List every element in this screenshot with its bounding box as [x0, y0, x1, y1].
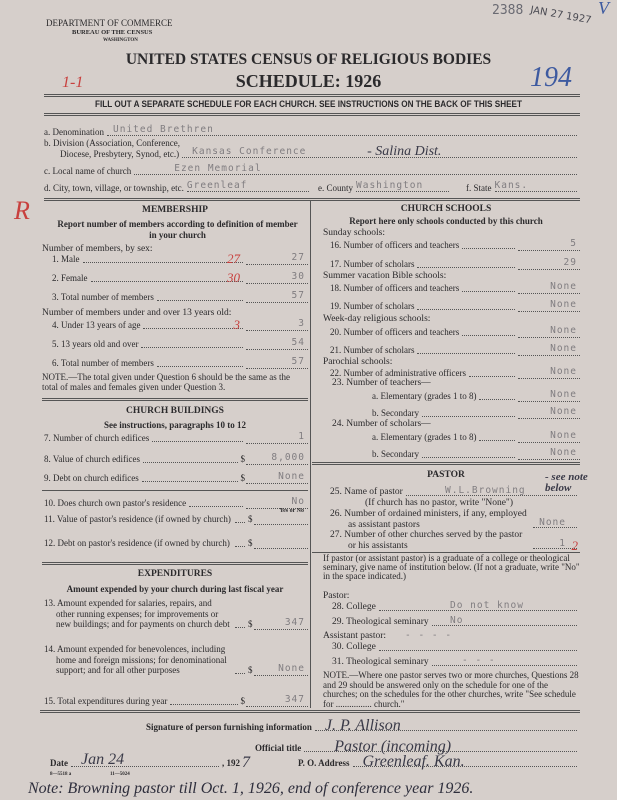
dotted-leader	[152, 441, 243, 442]
other-churches-label: 27. Number of other churches served by the pastor or his assistants	[330, 530, 523, 551]
q23-label: 23. Number of teachers—	[332, 378, 431, 388]
city-value: Greenleaf	[186, 180, 248, 191]
dotted-leader	[417, 267, 515, 268]
parochial-admin-officers-value: None	[518, 367, 580, 379]
schools-subtitle: Report here only schools conducted by this church	[349, 216, 543, 226]
handwritten-note: Note: Browning pastor till Oct. 1, 1926, end of conference year 1926.	[28, 780, 474, 797]
other-churches-field[interactable]	[330, 530, 580, 551]
weekday-scholars-value: None	[518, 344, 580, 356]
assistant-seminary-label: 31. Theological seminary	[332, 657, 429, 667]
divider	[312, 462, 580, 465]
weekday-officers-teachers-label: 20. Number of officers and teachers	[330, 327, 460, 337]
assistant-college-field[interactable]	[332, 642, 580, 653]
dotted-leader	[479, 399, 515, 400]
dotted-leader	[462, 291, 515, 292]
division-value: Kansas Conference	[192, 146, 307, 157]
church-edifices-debt-label: 9. Debt on church edifices	[44, 473, 139, 483]
denomination-field[interactable]: a. Denomination United Brethren	[44, 127, 580, 138]
expenditures-heading: EXPENDITURES	[137, 569, 213, 579]
summer-scholars-field[interactable]	[330, 300, 580, 312]
total-members-q6-label: 6. Total number of members	[52, 358, 154, 368]
check-mark: V	[598, 0, 609, 18]
dollar-sign: $	[240, 473, 245, 483]
total-members-q3-field[interactable]	[52, 291, 308, 303]
parochial-admin-officers-field[interactable]	[330, 367, 580, 379]
dotted-leader	[189, 506, 243, 507]
year-value: 7	[242, 754, 250, 771]
by-sex-label: Number of members, by sex:	[42, 244, 153, 254]
assistant-seminary-field[interactable]	[332, 657, 580, 668]
male-members-label: 1. Male	[52, 254, 80, 264]
pastor-residence-value-label: 11. Value of pastor's residence (if owned by church)	[44, 514, 231, 524]
date-value: Jan 24	[81, 751, 125, 768]
parochial-scholars-elementary-field[interactable]	[372, 431, 580, 443]
pastor-residence-debt-value	[254, 548, 309, 549]
dotted-leader	[462, 335, 515, 336]
pastor-residence-debt-field[interactable]	[44, 538, 308, 549]
annotation-194: 194	[530, 62, 572, 93]
date-field[interactable]: Date Jan 24 , 192 7	[50, 751, 250, 771]
schedule-title: SCHEDULE: 1926	[235, 71, 382, 91]
total-members-q3-label: 3. Total number of members	[52, 292, 154, 302]
membership-note: NOTE.—The total given under Question 6 should be the same as the total of males and females given under Question 3.	[42, 372, 290, 392]
sunday-scholars-label: 17. Number of scholars	[330, 259, 415, 269]
female-members-value: 30	[246, 272, 308, 284]
assistant-college-label: 30. College	[332, 642, 376, 652]
summer-scholars-label: 19. Number of scholars	[330, 301, 415, 311]
weekday-schools-label: Week-day religious schools:	[323, 314, 431, 324]
annotation-1-1: 1-1	[62, 74, 84, 91]
summer-officers-teachers-label: 18. Number of officers and teachers	[330, 283, 460, 293]
total-members-q6-value: 57	[246, 357, 308, 369]
dollar-sign: $	[248, 665, 253, 675]
county-field[interactable]: e. County Washington	[318, 183, 452, 194]
pastor-college-field[interactable]	[332, 602, 580, 613]
pastor-name-label: 25. Name of pastor	[330, 487, 403, 497]
annotation-r: R	[14, 196, 30, 225]
graduate-instructions: If pastor (or assistant pastor) is a graduate of a college or theological seminary, give name of institution below. (If not a graduate, write "No" in the space indicated.)	[323, 553, 580, 581]
signature-field[interactable]: Signature of person furnishing information J. P. Allison	[146, 722, 580, 733]
schools-heading: CHURCH SCHOOLS	[400, 204, 492, 214]
department-label: DEPARTMENT OF COMMERCE	[46, 18, 173, 28]
parochial-schools-label: Parochial schools:	[323, 357, 393, 367]
form-title: UNITED STATES CENSUS OF RELIGIOUS BODIES	[125, 51, 492, 68]
church-edifices-count-field[interactable]	[44, 432, 308, 444]
parochial-scholars-elementary-value: None	[518, 431, 580, 443]
pastor-seminary-value: No	[450, 615, 464, 626]
male-members-handwritten: 27	[227, 251, 240, 266]
total-members-q6-field[interactable]	[52, 357, 308, 369]
q24-label: 24. Number of scholars—	[332, 419, 431, 429]
male-members-field[interactable]	[52, 253, 308, 265]
membership-subtitle: Report number of members according to definition of member in your church	[57, 219, 298, 240]
total-members-q3-value: 57	[246, 291, 308, 303]
dotted-leader	[417, 353, 515, 354]
dotted-leader	[142, 481, 238, 482]
denomination-value: United Brethren	[113, 124, 214, 135]
divider	[42, 562, 308, 565]
running-expenses-field[interactable]	[44, 598, 308, 630]
city-label: WASHINGTON	[103, 38, 138, 43]
po-address-value: Greenleaf. Kan.	[362, 753, 465, 770]
pastor-residence-value-field[interactable]	[44, 514, 308, 525]
county-value: Washington	[356, 180, 424, 191]
dotted-leader	[157, 366, 243, 367]
benevolence-expenses-label: 14. Amount expended for benevolences, including home and foreign missions; for denominational support; and for all other purposes	[44, 644, 227, 675]
sunday-officers-teachers-label: 16. Number of officers and teachers	[330, 240, 460, 250]
pastor-heading: PASTOR	[427, 470, 465, 480]
parochial-teachers-secondary-label: b. Secondary	[372, 408, 419, 418]
church-edifices-debt-value: None	[246, 472, 308, 484]
parochial-scholars-secondary-field[interactable]	[372, 448, 580, 460]
dotted-leader	[157, 300, 243, 301]
division-label: b. Division (Association, Conference,	[44, 138, 180, 148]
dotted-leader	[235, 522, 245, 523]
dotted-leader	[479, 440, 515, 441]
male-members-value: 27	[246, 253, 308, 265]
official-title-value: Pastor (incoming)	[334, 738, 452, 755]
print-number: 11—5024	[110, 772, 130, 777]
other-churches-value: 1	[559, 537, 566, 549]
under-13-members-field[interactable]	[52, 319, 308, 331]
female-members-handwritten: 30	[227, 270, 240, 285]
total-expenditures-label: 15. Total expenditures during year	[44, 696, 168, 706]
divider	[42, 490, 308, 491]
dotted-leader	[422, 416, 515, 417]
state-value: Kans.	[494, 180, 529, 191]
assistant-pastor-label: Assistant pastor:	[323, 631, 387, 641]
parochial-scholars-elementary-label: a. Elementary (grades 1 to 8)	[372, 432, 477, 442]
summer-scholars-value: None	[518, 300, 580, 312]
benevolence-expenses-field[interactable]	[44, 644, 308, 676]
female-members-field[interactable]	[52, 272, 308, 284]
membership-heading: MEMBERSHIP	[142, 205, 208, 215]
q25-hint: (If church has no pastor, write "None")	[365, 498, 513, 508]
dotted-leader	[417, 309, 515, 310]
running-expenses-label: 13. Amount expended for salaries, repairs, and other running expenses; for improvements or new buildings; and for payments on church debt	[44, 598, 230, 629]
divider	[44, 198, 580, 201]
pastor-college-label: 28. College	[332, 602, 376, 612]
pastor-name-field[interactable]	[330, 487, 580, 498]
dotted-leader	[91, 281, 244, 282]
benevolence-expenses-value: None	[254, 664, 309, 676]
state-field[interactable]: f. State Kans.	[466, 183, 580, 194]
divider	[42, 398, 308, 401]
divider	[44, 94, 580, 97]
buildings-subtitle: See instructions, paragraphs 10 to 12	[103, 420, 246, 430]
parochial-teachers-secondary-value: None	[518, 407, 580, 419]
sunday-officers-teachers-field[interactable]	[330, 239, 580, 251]
church-name-field[interactable]: c. Local name of church Ezen Memorial	[44, 166, 580, 177]
owns-pastor-residence-value: No	[246, 497, 308, 509]
parochial-teachers-secondary-field[interactable]	[372, 407, 580, 419]
assistant-pastor-value: - - - -	[405, 630, 453, 641]
over-13-members-field[interactable]	[52, 338, 308, 350]
assistant-pastors-value: None	[539, 516, 566, 528]
church-edifices-count-label: 7. Number of church edifices	[44, 433, 150, 443]
dotted-leader	[141, 347, 243, 348]
weekday-officers-teachers-field[interactable]	[330, 326, 580, 338]
dotted-leader	[379, 650, 577, 651]
bureau-label: BUREAU OF THE CENSUS	[72, 29, 153, 36]
dollar-sign: $	[248, 538, 253, 548]
division-field[interactable]: Diocese, Presbytery, Synod, etc.) Kansas Conference - Salina Dist.	[60, 149, 580, 160]
dotted-leader	[83, 262, 244, 263]
under-13-members-handwritten: 3	[233, 317, 240, 332]
summer-officers-teachers-field[interactable]	[330, 282, 580, 294]
assistant-pastors-field[interactable]	[330, 509, 580, 530]
church-edifices-debt-field[interactable]	[44, 472, 308, 484]
owns-pastor-residence-field[interactable]	[44, 496, 308, 514]
female-members-label: 2. Female	[52, 273, 88, 283]
dotted-leader	[143, 328, 243, 329]
running-expenses-value: 347	[254, 618, 309, 630]
dotted-leader	[533, 548, 577, 549]
owns-pastor-residence-label: 10. Does church own pastor's residence	[44, 498, 187, 508]
dollar-sign: $	[248, 619, 253, 629]
buildings-heading: CHURCH BUILDINGS	[126, 406, 224, 416]
parochial-teachers-elementary-label: a. Elementary (grades 1 to 8)	[372, 391, 477, 401]
pastor-name-value: W.L.Browning	[445, 485, 526, 496]
sunday-schools-label: Sunday schools:	[323, 228, 386, 238]
dollar-sign: $	[248, 514, 253, 524]
dotted-leader	[432, 665, 577, 666]
weekday-officers-teachers-value: None	[518, 326, 580, 338]
pastor-sub-label: Pastor:	[323, 591, 350, 601]
dotted-leader	[422, 457, 515, 458]
division-handwritten: - Salina Dist.	[367, 144, 442, 159]
church-edifices-count-value: 1	[246, 432, 308, 444]
parochial-scholars-secondary-value: None	[518, 448, 580, 460]
divider	[40, 710, 580, 713]
column-divider	[310, 200, 311, 708]
pastor-seminary-field[interactable]	[332, 617, 580, 628]
signature-value: J. P. Allison	[324, 717, 401, 734]
parochial-admin-officers-label: 22. Number of administrative officers	[330, 368, 467, 378]
instruction-banner: FILL OUT A SEPARATE SCHEDULE FOR EACH CHURCH. SEE INSTRUCTIONS ON THE BACK OF THIS SHEET	[95, 99, 522, 110]
under-13-members-label: 4. Under 13 years of age	[52, 320, 141, 330]
dollar-sign: $	[240, 696, 245, 706]
divider	[44, 113, 580, 116]
summer-schools-label: Summer vacation Bible schools:	[323, 271, 447, 281]
parochial-teachers-elementary-field[interactable]	[372, 390, 580, 402]
dotted-leader	[469, 376, 515, 377]
weekday-scholars-label: 21. Number of scholars	[330, 345, 415, 355]
church-edifices-value-value: 8,000	[246, 453, 308, 465]
church-edifices-value-label: 8. Value of church edifices	[44, 454, 141, 464]
dotted-leader	[235, 673, 245, 674]
sunday-officers-teachers-value: 5	[518, 239, 580, 251]
pastor-residence-debt-label: 12. Debt on pastor's residence (if owned by church)	[44, 538, 230, 548]
dotted-leader	[143, 462, 237, 463]
official-title-field[interactable]: Official title Pastor (incoming)	[255, 743, 580, 754]
pastor-college-value: Do not know	[450, 600, 524, 611]
dotted-leader	[170, 704, 237, 705]
dotted-leader	[235, 627, 245, 628]
dollar-sign: $	[240, 454, 245, 464]
parochial-scholars-secondary-label: b. Secondary	[372, 449, 419, 459]
stamp-number: 2388	[492, 3, 524, 18]
q25-handwritten-note: - see note below	[545, 471, 588, 494]
church-edifices-value-field[interactable]	[44, 453, 308, 465]
total-expenditures-value: 347	[246, 695, 308, 707]
form-number: 8—5518 a	[50, 772, 72, 777]
assistant-pastors-label: 26. Number of ordained ministers, if any, employed as assistant pastors	[330, 509, 527, 530]
summer-officers-teachers-value: None	[518, 282, 580, 294]
pastor-seminary-label: 29. Theological seminary	[332, 617, 429, 627]
church-name-value: Ezen Memorial	[174, 163, 262, 174]
total-expenditures-field[interactable]	[44, 695, 308, 707]
parochial-teachers-elementary-value: None	[518, 390, 580, 402]
pastor-residence-value-value	[254, 524, 309, 525]
received-date-stamp: JAN 27 1927	[529, 4, 593, 27]
pastor-note: NOTE.—Where one pastor serves two or more churches, Questions 28 and 29 should be answered only on the schedule for one of the churches; on the schedules for the other churches, write "See schedule for ................ church."	[323, 670, 579, 709]
po-address-field[interactable]: P. O. Address Greenleaf. Kan.	[298, 758, 580, 769]
sunday-scholars-value: 29	[518, 258, 580, 270]
city-field[interactable]: d. City, town, village, or township, etc. Greenleaf	[44, 183, 309, 194]
by-age-label: Number of members under and over 13 years old:	[42, 308, 232, 318]
over-13-members-label: 5. 13 years old and over	[52, 339, 139, 349]
other-churches-handwritten: 2	[571, 537, 578, 553]
expenditures-subtitle: Amount expended by your church during last fiscal year	[66, 584, 284, 594]
under-13-members-value: 3	[246, 319, 308, 331]
assistant-seminary-value: - - -	[462, 655, 496, 666]
dotted-leader	[235, 546, 245, 547]
weekday-scholars-field[interactable]	[330, 344, 580, 356]
yes-no-hint: Yes or No	[279, 508, 304, 514]
dotted-leader	[462, 248, 515, 249]
sunday-scholars-field[interactable]	[330, 258, 580, 270]
over-13-members-value: 54	[246, 338, 308, 350]
